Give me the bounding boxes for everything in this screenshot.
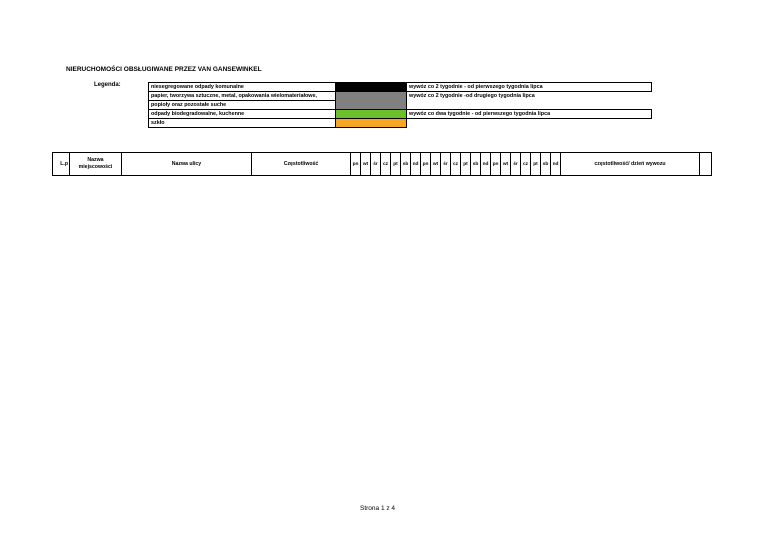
header-day: śr bbox=[511, 153, 521, 176]
header-day: śr bbox=[371, 153, 381, 176]
header-day: śr bbox=[441, 153, 451, 176]
header-day: pn bbox=[351, 153, 361, 176]
legend-swatch-orange bbox=[336, 119, 407, 128]
header-day: sb bbox=[541, 153, 551, 176]
legend-row bbox=[149, 110, 652, 119]
legend-waste: papier, tworzywa sztuczne, metal, opakowania wielomateriałowe, bbox=[149, 92, 336, 101]
header-day: nd bbox=[411, 153, 421, 176]
legend-swatch-grey bbox=[336, 92, 407, 110]
page-title: NIERUCHOMOŚCI OBSŁUGIWANE PRZEZ VAN GANSEWINKEL bbox=[66, 66, 262, 73]
legend-waste: odpady biodegradowalne, kuchenne bbox=[149, 110, 336, 119]
legend-waste: niesegregowane odpady komunalne bbox=[149, 83, 336, 92]
header-description: częstotliwość/ dzień wywozu bbox=[561, 153, 700, 176]
legend-waste: popioły oraz pozostałe suche bbox=[149, 101, 336, 110]
header-frequency: Częstotliwość bbox=[252, 153, 351, 176]
legend-table bbox=[148, 82, 652, 128]
legend-waste: szkło bbox=[149, 119, 336, 128]
header-day: cz bbox=[381, 153, 391, 176]
header-day: nd bbox=[551, 153, 561, 176]
header-day: cz bbox=[521, 153, 531, 176]
legend-row bbox=[149, 92, 652, 101]
header-day: nd bbox=[481, 153, 491, 176]
header-day: wt bbox=[501, 153, 511, 176]
page-number: Strona 1 z 4 bbox=[360, 505, 396, 512]
legend-swatch-green bbox=[336, 110, 407, 119]
header-day: pn bbox=[421, 153, 431, 176]
header-city: Nazwa miejscowości bbox=[70, 153, 122, 176]
header-day: pt bbox=[391, 153, 401, 176]
header-day: pn bbox=[491, 153, 501, 176]
header-day: sb bbox=[401, 153, 411, 176]
legend-desc: wywóz co dwa tygodnie - od pierwszego tygodnia lipca bbox=[407, 110, 652, 119]
header-day: pt bbox=[461, 153, 471, 176]
header-blank bbox=[700, 153, 712, 176]
header-day: pt bbox=[531, 153, 541, 176]
legend-blank bbox=[407, 101, 652, 110]
schedule-table bbox=[52, 152, 712, 176]
header-day: wt bbox=[361, 153, 371, 176]
header-row bbox=[53, 153, 712, 176]
header-day: cz bbox=[451, 153, 461, 176]
legend-label: Legenda: bbox=[94, 82, 121, 88]
header-day: sb bbox=[471, 153, 481, 176]
header-lp: L.p bbox=[53, 153, 70, 176]
header-day: wt bbox=[431, 153, 441, 176]
header-street: Nazwa ulicy bbox=[122, 153, 252, 176]
legend-desc: wywóz co 2 tygodnie -od drugiego tygodnia lipca bbox=[409, 93, 535, 100]
legend-row bbox=[149, 83, 652, 92]
legend-desc: wywóz co 2 tygodnie - od pierwszego tygodnia lipca bbox=[407, 83, 652, 92]
legend-blank bbox=[407, 119, 652, 128]
legend-swatch-black bbox=[336, 83, 407, 92]
legend-row bbox=[149, 119, 652, 128]
